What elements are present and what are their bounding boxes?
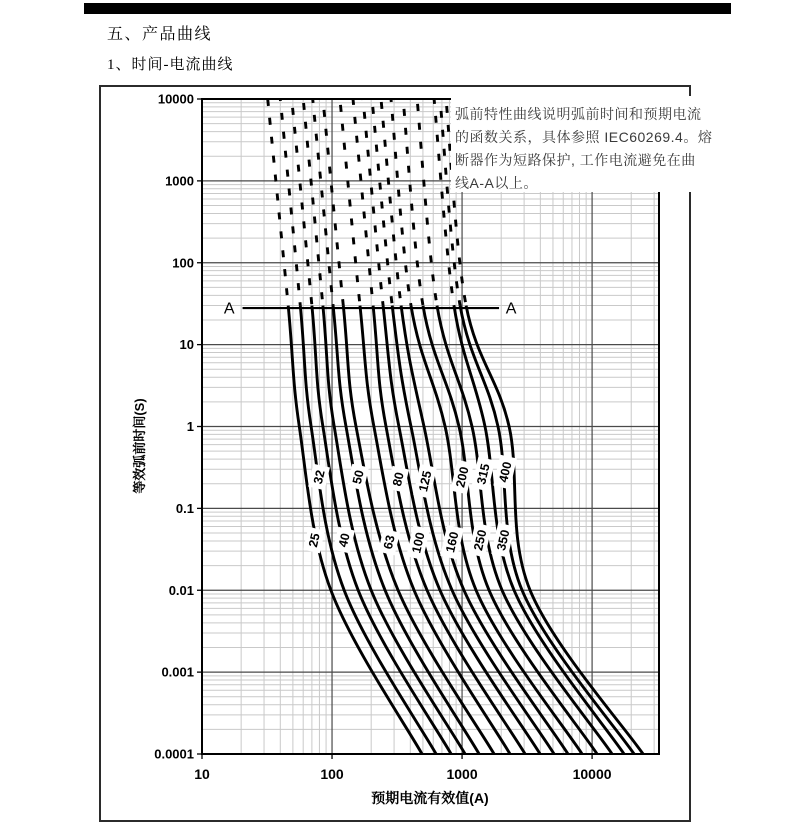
annotation-line: 的函数关系，具体参照 IEC60269.4。熔 (455, 129, 713, 145)
svg-text:80: 80 (390, 470, 407, 488)
y-tick-0.001: 0.001 (161, 664, 194, 680)
header-bar (84, 3, 731, 14)
curve-label-32 (308, 464, 330, 491)
curve-label-40 (333, 527, 355, 554)
y-tick-10: 10 (179, 337, 194, 353)
curve-dashed-160 (363, 99, 383, 306)
x-axis-title: 预期电流有效值(A) (371, 790, 489, 806)
svg-text:32: 32 (310, 468, 328, 486)
chart-annotation (451, 96, 717, 192)
svg-text:125: 125 (416, 469, 435, 494)
annotation-line: 线A-A以上。 (455, 175, 538, 191)
x-tick-10000: 10000 (572, 766, 612, 782)
y-tick-0.0001: 0.0001 (154, 746, 194, 762)
y-axis-title: 等效弧前时间(S) (132, 398, 147, 494)
subsection-title: 1、时间-电流曲线 (107, 57, 234, 73)
svg-text:160: 160 (443, 530, 462, 554)
a-label-right: A (505, 300, 517, 318)
svg-text:200: 200 (453, 465, 472, 489)
curve-dashed-100 (340, 99, 360, 306)
svg-text:100: 100 (409, 531, 428, 555)
curve-dashed-50 (303, 99, 323, 306)
curve-x16 (466, 306, 643, 754)
y-tick-0.01: 0.01 (168, 582, 194, 598)
x-tick-10: 10 (194, 766, 210, 782)
curve-dashed-32 (280, 99, 300, 306)
curve-dashed-125 (353, 99, 373, 306)
curve-dashed-250 (381, 99, 401, 306)
svg-text:250: 250 (471, 528, 490, 552)
section-title: 五、产品曲线 (107, 26, 213, 43)
curve-dashed-400 (417, 99, 437, 306)
y-tick-100: 100 (172, 255, 194, 271)
annotation-line: 断器作为短路保护, 工作电流避免在曲 (455, 152, 696, 168)
svg-text:400: 400 (496, 460, 515, 484)
y-tick-0.1: 0.1 (175, 500, 194, 516)
svg-text:25: 25 (306, 531, 323, 549)
curve-label-50 (347, 464, 369, 491)
annotation-line: 弧前特性曲线说明弧前时间和预期电流 (455, 106, 702, 122)
time-current-chart (101, 87, 689, 820)
svg-text:63: 63 (380, 533, 398, 551)
x-tick-1000: 1000 (446, 766, 478, 782)
y-tick-1: 1 (186, 419, 194, 434)
curve-dashed-25 (268, 99, 289, 306)
curve-label-200 (450, 460, 474, 495)
svg-text:40: 40 (335, 531, 353, 549)
y-tick-10000: 10000 (157, 91, 194, 107)
svg-text:315: 315 (474, 462, 493, 486)
grid-major (202, 99, 659, 754)
y-tick-1000: 1000 (165, 173, 194, 189)
svg-text:350: 350 (494, 528, 513, 552)
a-label-left: A (223, 300, 235, 318)
curve-label-25 (303, 527, 325, 554)
chart-frame (99, 85, 713, 822)
curve-dashed-350 (403, 99, 423, 306)
svg-text:50: 50 (349, 468, 367, 486)
x-tick-100: 100 (320, 766, 344, 782)
curve-dashed-63 (313, 99, 333, 306)
curve-dashed-40 (292, 99, 312, 306)
